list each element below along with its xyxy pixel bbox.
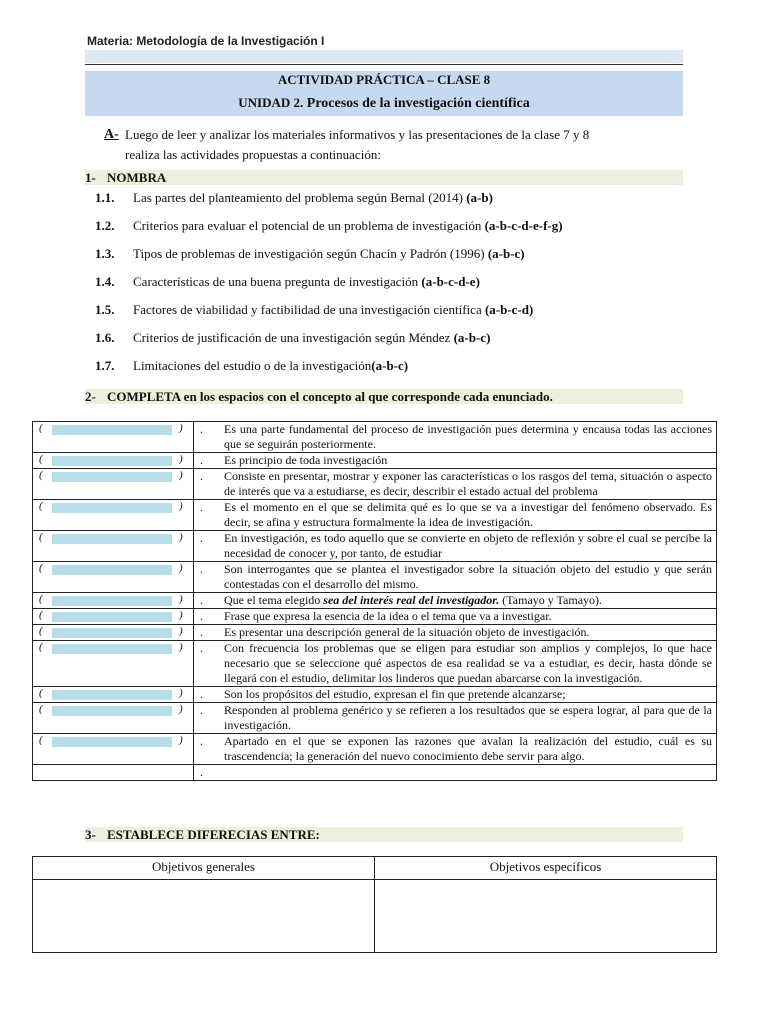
statement-text <box>224 765 712 780</box>
paren-open: ( <box>39 625 43 637</box>
paren-open: ( <box>39 703 43 715</box>
statement-cell <box>194 687 717 703</box>
statement-cell <box>194 593 717 609</box>
nombra-item <box>95 190 493 206</box>
answer-fill-field[interactable] <box>52 690 172 700</box>
section3-heading <box>85 827 683 842</box>
statement-text: Apartado en el que se exponen las razones que avalan la realización del estudio, cuál es su trascendencia; la generación del nuevo conocimiento debe servir para algo. <box>224 734 712 763</box>
answer-cell <box>33 453 194 469</box>
nombra-item <box>95 218 563 234</box>
answer-cell <box>33 500 194 531</box>
answer-fill-field[interactable] <box>52 565 172 575</box>
item-text: Tipos de problemas de investigación según Chacín y Padrón (1996) <box>133 246 488 261</box>
answer-blank[interactable] <box>39 594 189 605</box>
paren-close: ) <box>179 641 183 653</box>
statement-cell <box>194 500 717 531</box>
statement-text: Frase que expresa la esencia de la idea o el tema que va a investigar. <box>224 609 552 623</box>
table-row <box>33 609 717 625</box>
answer-cell <box>33 734 194 765</box>
statement-cell <box>194 469 717 500</box>
answer-cell <box>33 531 194 562</box>
section1-title: NOMBRA <box>107 170 167 185</box>
item-text: Características de una buena pregunta de investigación <box>133 274 422 289</box>
statement-text-emphasis: sea del interés real del investigador. <box>323 593 500 607</box>
item-number: 1.4. <box>95 274 115 289</box>
statement-cell <box>194 453 717 469</box>
statement-cell <box>194 703 717 734</box>
unit-title <box>85 95 683 112</box>
statement-cell <box>194 625 717 641</box>
table-row <box>33 765 717 781</box>
nombra-item <box>95 246 525 262</box>
bullet-dot: . <box>200 703 203 717</box>
subject-header: Materia: Metodología de la Investigación I <box>87 34 325 48</box>
paren-open: ( <box>39 593 43 605</box>
table-row <box>33 593 717 609</box>
bullet-dot: . <box>200 453 203 467</box>
answer-fill-field[interactable] <box>52 472 172 482</box>
header-strip <box>85 50 683 63</box>
item-letters: (a-b-c-d-e-f-g) <box>484 218 563 233</box>
bullet-dot: . <box>200 625 203 639</box>
table-row <box>33 703 717 734</box>
statement-text: Es el momento en el que se delimita qué es lo que se va a investigar del fenómeno observado. Es decir, se afina y estructura formalmente la idea de investigación. <box>224 500 712 529</box>
table-row <box>33 641 717 687</box>
answer-blank[interactable] <box>39 532 189 543</box>
paren-close: ) <box>179 593 183 605</box>
table-row <box>33 531 717 562</box>
item-text: Criterios de justificación de una investigación según Méndez <box>133 330 454 345</box>
statement-text-start: Que el tema elegido <box>224 593 324 607</box>
answer-cell <box>33 562 194 593</box>
statement-text: Es principio de toda investigación <box>224 453 388 467</box>
paren-open: ( <box>39 641 43 653</box>
paren-open: ( <box>39 687 43 699</box>
item-number: 1.2. <box>95 218 115 233</box>
item-letters: (a-b) <box>466 190 493 205</box>
statement-cell <box>194 531 717 562</box>
section2-title: COMPLETA en los espacios con el concepto al que corresponde cada enunciado. <box>107 389 553 404</box>
table-row <box>33 562 717 593</box>
statement-cell <box>194 765 717 781</box>
statement-cell <box>194 734 717 765</box>
item-text: Criterios para evaluar el potencial de un problema de investigación <box>133 218 485 233</box>
paren-close: ) <box>179 734 183 746</box>
bullet-dot: . <box>200 609 203 623</box>
answer-blank[interactable] <box>39 642 189 653</box>
answer-blank[interactable] <box>39 704 189 715</box>
col-header-specific-objectives: Objetivos específicos <box>375 857 717 880</box>
answer-cell <box>33 765 194 781</box>
statement-cell <box>194 609 717 625</box>
item-number: 1.6. <box>95 330 115 345</box>
answer-blank[interactable] <box>39 423 189 434</box>
statement-text: En investigación, es todo aquello que se convierte en objeto de reflexión y sobre el cual se percibe la necesidad de conocer y, por tanto, de estudiar <box>224 531 712 560</box>
col-header-general-objectives: Objetivos generales <box>33 857 375 880</box>
statement-cell <box>194 562 717 593</box>
nombra-item <box>95 330 490 346</box>
statement-text <box>224 593 712 608</box>
bullet-dot: . <box>200 531 203 545</box>
item-letters: (a-b-c-d) <box>484 302 534 317</box>
item-number: 1.3. <box>95 246 115 261</box>
answer-fill-field[interactable] <box>52 456 172 466</box>
answer-fill-field[interactable] <box>52 644 172 654</box>
statement-text: Consiste en presentar, mostrar y exponer las características o los rasgos del tema, situación o aspecto de interés que va a estudiarse, es decir, describir el estado actual del problema <box>224 469 712 498</box>
statement-text: Con frecuencia los problemas que se eligen para estudiar son amplios y complejos, lo que hace necesario que se seleccione qué aspectos de esa realidad se va a estudiar, es decir, hasta dónde se llegará con el estudio, delimitar los linderos que puedan abarcarse con la investigación. <box>224 641 712 685</box>
statement-text: Responden al problema genérico y se refieren a los resultados que se espera lograr, al para que de la investigación. <box>224 703 712 732</box>
paren-open: ( <box>39 531 43 543</box>
answer-fill-field[interactable] <box>52 628 172 638</box>
answer-fill-field[interactable] <box>52 706 172 716</box>
answer-cell <box>33 703 194 734</box>
unit-name: Procesos de la investigación científica <box>306 96 530 111</box>
paren-open: ( <box>39 469 43 481</box>
item-letters: (a-b-c) <box>371 358 409 373</box>
item-text: Limitaciones del estudio o de la investigación <box>133 358 372 373</box>
intro-text-line1: Luego de leer y analizar los materiales informativos y las presentaciones de la clase 7 y 8 <box>125 127 590 142</box>
intro-label: A- <box>104 127 119 142</box>
bullet-dot: . <box>200 469 203 483</box>
paren-close: ) <box>179 453 183 465</box>
paren-close: ) <box>179 422 183 434</box>
section1-number: 1- <box>85 170 96 185</box>
paren-open: ( <box>39 562 43 574</box>
statement-cell <box>194 641 717 687</box>
answer-cell <box>33 609 194 625</box>
answer-blank[interactable] <box>39 626 189 637</box>
answer-blank[interactable] <box>39 501 189 512</box>
item-number: 1.7. <box>95 358 115 373</box>
complete-table <box>32 421 717 781</box>
paren-close: ) <box>179 625 183 637</box>
paren-close: ) <box>179 703 183 715</box>
nombra-item <box>95 302 533 318</box>
answer-cell <box>33 593 194 609</box>
answer-blank[interactable] <box>39 563 189 574</box>
table-row <box>33 453 717 469</box>
statement-text-end: (Tamayo y Tamayo). <box>499 593 603 607</box>
item-text: Las partes del planteamiento del problema según Bernal (2014) <box>133 190 467 205</box>
paren-close: ) <box>179 531 183 543</box>
paren-close: ) <box>179 469 183 481</box>
table-row <box>33 625 717 641</box>
statement-cell <box>194 422 717 453</box>
paren-close: ) <box>179 609 183 621</box>
header-divider <box>85 64 683 65</box>
answer-fill-field[interactable] <box>52 596 172 606</box>
section3-number: 3- <box>85 827 96 842</box>
paren-close: ) <box>179 562 183 574</box>
item-number: 1.1. <box>95 190 115 205</box>
answer-blank[interactable] <box>39 735 189 746</box>
section3-title: ESTABLECE DIFERECIAS ENTRE: <box>107 827 320 842</box>
answer-blank[interactable] <box>39 688 189 699</box>
paren-open: ( <box>39 500 43 512</box>
statement-text: Es presentar una descripción general de la situación objeto de investigación. <box>224 625 590 639</box>
statement-text: Es una parte fundamental del proceso de investigación pues determina y encausa todas las acciones que se seguirán posteriormente. <box>224 422 712 451</box>
section2-number: 2- <box>85 389 96 404</box>
bullet-dot: . <box>200 734 203 748</box>
answer-cell <box>33 687 194 703</box>
bullet-dot: . <box>200 422 203 436</box>
intro-text-line2: realiza las actividades propuestas a continuación: <box>125 147 381 162</box>
answer-fill-field[interactable] <box>52 503 172 513</box>
answer-cell <box>33 469 194 500</box>
paren-close: ) <box>179 500 183 512</box>
table-row <box>33 422 717 453</box>
bullet-dot: . <box>200 593 203 607</box>
item-letters: (a-b-c) <box>487 246 525 261</box>
answer-cell-general-objectives[interactable] <box>33 880 375 953</box>
bullet-dot: . <box>200 687 203 701</box>
table-row <box>33 469 717 500</box>
bullet-dot: . <box>200 641 203 655</box>
item-number: 1.5. <box>95 302 115 317</box>
statement-text: Son los propósitos del estudio, expresan el fin que pretende alcanzarse; <box>224 687 566 701</box>
answer-fill-field[interactable] <box>52 612 172 622</box>
differences-table <box>32 856 717 953</box>
nombra-item <box>95 274 480 290</box>
answer-fill-field[interactable] <box>52 737 172 747</box>
nombra-item <box>95 358 408 374</box>
item-letters: (a-b-c) <box>453 330 491 345</box>
answer-blank[interactable] <box>39 610 189 621</box>
bullet-dot: . <box>200 562 203 576</box>
section1-heading <box>85 170 683 185</box>
title-box <box>85 71 683 116</box>
table-row <box>33 500 717 531</box>
table-row <box>33 734 717 765</box>
answer-cell <box>33 641 194 687</box>
activity-title: ACTIVIDAD PRÁCTICA – CLASE 8 <box>277 72 491 87</box>
unit-prefix: UNIDAD 2. <box>238 95 304 110</box>
answer-cell <box>33 422 194 453</box>
statement-text: Son interrogantes que se plantea el investigador sobre la situación objeto del estudio y que serán contestadas con el desarrollo del mismo. <box>224 562 712 591</box>
item-letters: (a-b-c-d-e) <box>421 274 480 289</box>
section2-heading <box>85 389 683 404</box>
answer-blank[interactable] <box>39 454 189 465</box>
paren-open: ( <box>39 734 43 746</box>
paren-open: ( <box>39 609 43 621</box>
answer-cell-specific-objectives[interactable] <box>375 880 717 953</box>
bullet-dot: . <box>200 765 203 779</box>
item-text: Factores de viabilidad y factibilidad de una investigación científica <box>133 302 485 317</box>
paren-open: ( <box>39 453 43 465</box>
answer-fill-field[interactable] <box>52 425 172 435</box>
answer-fill-field[interactable] <box>52 534 172 544</box>
bullet-dot: . <box>200 500 203 514</box>
table-row <box>33 687 717 703</box>
answer-blank[interactable] <box>39 470 189 481</box>
paren-close: ) <box>179 687 183 699</box>
answer-cell <box>33 625 194 641</box>
paren-open: ( <box>39 422 43 434</box>
